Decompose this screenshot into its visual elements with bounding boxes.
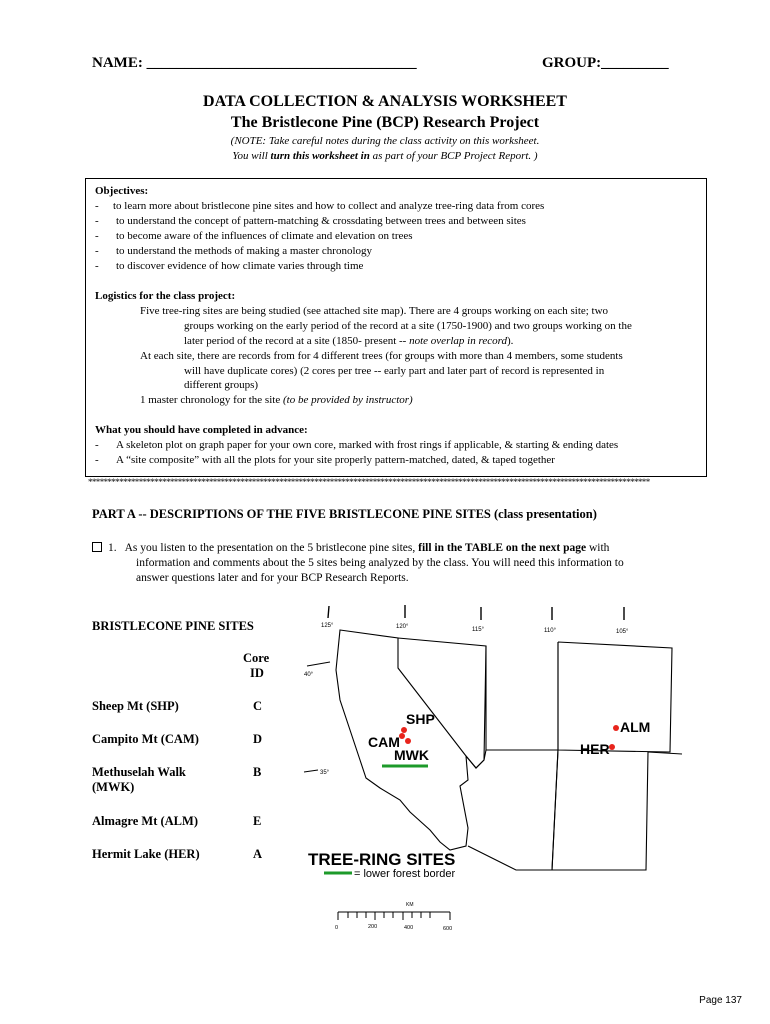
question-1-line-2: information and comments about the 5 sites being analyzed by the class. You will need this information to <box>136 557 624 569</box>
site-label-her: HER <box>580 741 610 757</box>
site-map <box>290 600 710 940</box>
objective-item: to learn more about bristlecone pine sites and how to collect and analyze tree-ring data from cores <box>113 200 545 212</box>
site-dot-alm <box>613 725 619 731</box>
page-number: Page 137 <box>699 995 742 1006</box>
site-dot-mwk <box>405 738 411 744</box>
group-label: GROUP:_________ <box>542 55 669 71</box>
objective-item: to understand the concept of pattern-matching & crossdating between trees and between sites <box>116 215 526 227</box>
site-code: E <box>253 814 262 828</box>
site-label-cam: CAM <box>368 734 400 750</box>
site-dot-shp <box>401 727 407 733</box>
site-code: D <box>253 732 263 746</box>
map-legend: = lower forest border <box>354 868 456 880</box>
objective-item: to discover evidence of how climate varies through time <box>116 260 364 272</box>
id-column-header: ID <box>250 666 264 680</box>
site-label-mwk: MWK <box>394 747 429 763</box>
project-title: The Bristlecone Pine (BCP) Research Project <box>230 114 540 131</box>
objective-item: to understand the methods of making a master chronology <box>116 245 372 257</box>
scale-tick: 200 <box>368 924 378 930</box>
latitude-ticks <box>304 662 330 772</box>
logistics-text: Five tree-ring sites are being studied (see attached site map). There are 4 groups working on each site; two <box>140 305 609 317</box>
logistics-text: groups working on the early period of the record at a site (1750-1900) and two groups working on the <box>184 320 632 332</box>
objectives-heading: Objectives: <box>95 185 149 197</box>
site-name: Campito Mt (CAM) <box>92 732 199 746</box>
lon-label: 115° <box>472 627 484 633</box>
site-name: Sheep Mt (SHP) <box>92 699 179 713</box>
lon-label: 105° <box>616 629 629 635</box>
name-label: NAME: ____________________________________ <box>92 55 417 71</box>
worksheet-title: DATA COLLECTION & ANALYSIS WORKSHEET <box>203 93 567 110</box>
site-code: C <box>253 699 263 713</box>
lon-label: 120° <box>396 624 409 630</box>
note-line-2: You will turn this worksheet in as part of your BCP Project Report. ) <box>232 150 538 162</box>
site-name: Methuselah Walk <box>92 765 186 779</box>
question-1-line-3: answer questions later and for your BCP Research Reports. <box>136 572 409 584</box>
site-label-alm: ALM <box>620 719 651 735</box>
scale-unit: KM <box>406 902 414 908</box>
logistics-text: will have duplicate cores) (2 cores per tree -- early part and later part of record is represented in <box>184 365 605 377</box>
scale-tick: 400 <box>404 925 414 931</box>
lon-label: 110° <box>544 628 556 634</box>
sites-heading: BRISTLECONE PINE SITES <box>92 619 254 633</box>
site-code: B <box>253 765 262 779</box>
site-dot-her <box>609 744 615 750</box>
site-label-shp: SHP <box>406 711 435 727</box>
logistics-text: later period of the record at a site (1850- present -- note overlap in record). <box>184 335 514 347</box>
scale-bar <box>338 912 450 920</box>
objective-item: to become aware of the influences of climate and elevation on trees <box>116 230 413 242</box>
lat-label: 35° <box>320 770 330 776</box>
site-name-line-2: (MWK) <box>92 780 135 794</box>
checkbox[interactable] <box>92 542 102 552</box>
logistics-heading: Logistics for the class project: <box>95 290 236 302</box>
longitude-ticks <box>328 605 624 620</box>
site-name: Hermit Lake (HER) <box>92 847 200 861</box>
question-1: 1. As you listen to the presentation on the 5 bristlecone pine sites, fill in the TABLE on the next page with <box>92 541 609 555</box>
lat-label: 40° <box>304 672 314 678</box>
advance-item: A “site composite” with all the plots for your site properly pattern-matched, dated, & taped together <box>116 454 555 466</box>
scale-tick: 0 <box>335 925 339 931</box>
star-separator: ************************************************************************************************************************************************ <box>88 477 650 487</box>
map-title: TREE-RING SITES <box>308 850 456 869</box>
site-name: Almagre Mt (ALM) <box>92 814 198 828</box>
logistics-text: At each site, there are records from for 4 different trees (for groups with more than 4 members, some students <box>140 350 623 362</box>
advance-heading: What you should have completed in advance: <box>95 424 308 436</box>
state-boundaries <box>336 630 682 870</box>
core-column-header: Core <box>243 651 270 665</box>
site-code: A <box>253 847 263 861</box>
logistics-text: 1 master chronology for the site (to be provided by instructor) <box>140 394 413 406</box>
advance-item: A skeleton plot on graph paper for your own core, marked with frost rings if applicable, & starting & ending dates <box>116 439 619 451</box>
note-line-1: (NOTE: Take careful notes during the class activity on this worksheet. <box>230 135 540 147</box>
lon-label: 125° <box>321 623 334 629</box>
scale-tick: 600 <box>443 926 453 932</box>
part-a-heading: PART A -- DESCRIPTIONS OF THE FIVE BRISTLECONE PINE SITES (class presentation) <box>92 507 597 521</box>
site-dot-cam <box>399 733 405 739</box>
logistics-text: different groups) <box>184 379 259 391</box>
